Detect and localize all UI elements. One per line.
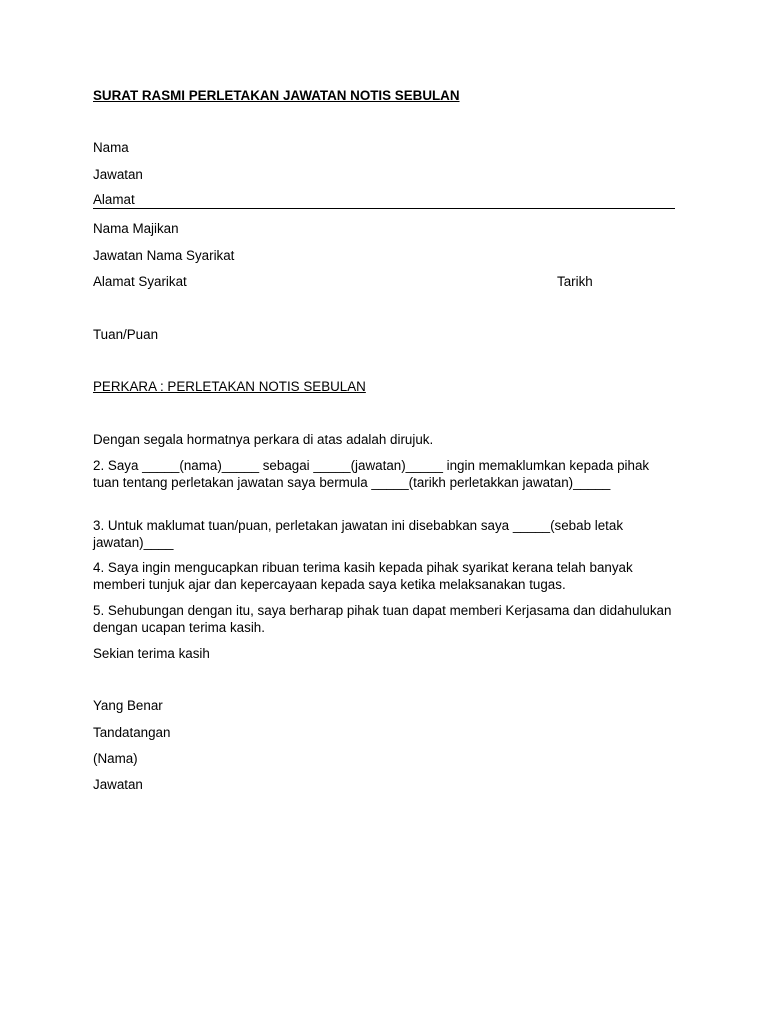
subject-line: PERKARA : PERLETAKAN NOTIS SEBULAN <box>93 379 366 394</box>
sender-name: Nama <box>93 140 129 155</box>
letter-title: SURAT RASMI PERLETAKAN JAWATAN NOTIS SEBULAN <box>93 88 460 103</box>
paragraph-closing: Sekian terima kasih <box>93 646 210 661</box>
closing-signature: Tandatangan <box>93 725 171 740</box>
paragraph-intro: Dengan segala hormatnya perkara di atas adalah dirujuk. <box>93 432 434 447</box>
address-divider <box>93 208 675 209</box>
sender-address: Alamat <box>93 192 135 207</box>
paragraph-5: 5. Sehubungan dengan itu, saya berharap pihak tuan dapat memberi Kerjasama dan didahulukan dengan ucapan terima kasih. <box>93 603 672 635</box>
closing-name: (Nama) <box>93 751 138 766</box>
company-address: Alamat Syarikat <box>93 274 187 289</box>
employer-name: Nama Majikan <box>93 221 179 236</box>
closing-yours: Yang Benar <box>93 698 163 713</box>
company-position: Jawatan Nama Syarikat <box>93 248 235 263</box>
sender-position: Jawatan <box>93 167 143 182</box>
salutation: Tuan/Puan <box>93 327 159 342</box>
paragraph-2: 2. Saya _____(nama)_____ sebagai _____(jawatan)_____ ingin memaklumkan kepada pihak tuan tentang perletakan jawatan saya bermula _____(tarikh perletakkan jawatan)_____ <box>93 458 650 490</box>
paragraph-3: 3. Untuk maklumat tuan/puan, perletakan jawatan ini disebabkan saya _____(sebab letak jawatan)____ <box>93 518 624 550</box>
letter-date: Tarikh <box>557 274 593 289</box>
paragraph-4: 4. Saya ingin mengucapkan ribuan terima kasih kepada pihak syarikat kerana telah banyak memberi tunjuk ajar dan kepercayaan kepada saya ketika melaksanakan tugas. <box>93 560 633 592</box>
closing-position: Jawatan <box>93 777 143 792</box>
